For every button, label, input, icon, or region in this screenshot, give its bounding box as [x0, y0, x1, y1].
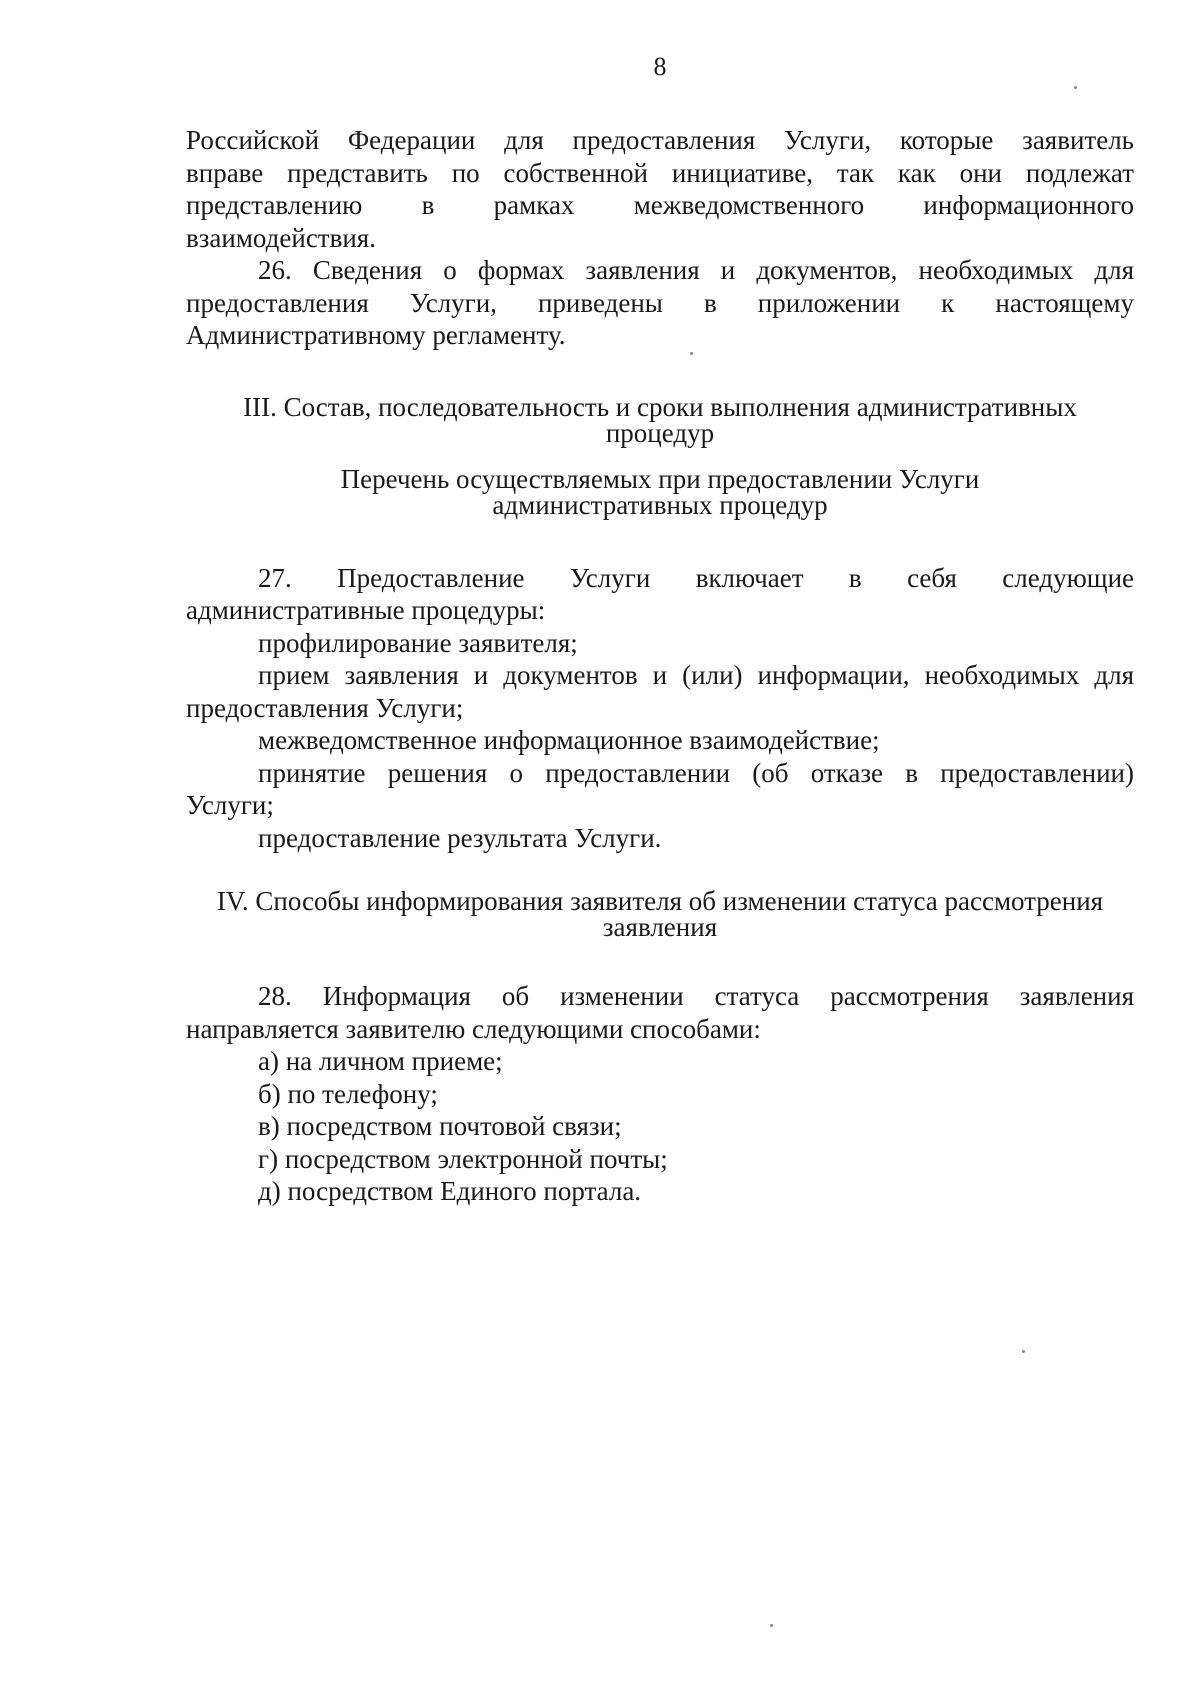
heading-line: Перечень осуществляемых при предоставлении Услуги [340, 463, 980, 494]
list-item: в) посредством почтовой связи; [258, 1111, 622, 1141]
list-item: прием заявления и документов и (или) информации, необходимых для [258, 660, 1134, 690]
text-line: 27. Предоставление Услуги включает в себя следующие [258, 562, 1134, 593]
section-3-heading [186, 391, 1134, 448]
list-item-continuation: предоставления Услуги; [186, 692, 464, 723]
heading-line: административных процедур [492, 489, 828, 520]
text-line: административные процедуры: [186, 595, 546, 625]
text-line: Административному регламенту. [186, 320, 566, 350]
paragraph-26 [186, 254, 1134, 352]
section-4-heading [186, 888, 1134, 940]
list-item: д) посредством Единого портала. [258, 1176, 642, 1206]
scan-speck [770, 1624, 773, 1627]
heading-line: III. Состав, последовательность и сроки выполнения административных [243, 391, 1077, 422]
list-item: принятие решения о предоставлении (об отказе в предоставлении) [258, 757, 1134, 788]
list-item: предоставление результата Услуги. [258, 822, 662, 853]
paragraph-28 [186, 980, 1134, 1208]
document-body [186, 124, 1134, 1208]
list-item: межведомственное информационное взаимодействие; [258, 725, 880, 755]
text-line: 26. Сведения о формах заявления и документов, необходимых для [258, 255, 1134, 285]
page-number: 8 [653, 52, 667, 81]
text-line: направляется заявителю следующими способами: [186, 1013, 761, 1044]
list-item: б) по телефону; [258, 1078, 438, 1109]
text-line: представлению в рамках межведомственного информационного [186, 190, 1134, 220]
scan-speck [690, 352, 693, 355]
text-line: взаимодействия. [186, 222, 376, 253]
scan-speck [1022, 1350, 1025, 1353]
paragraph-27 [186, 562, 1134, 855]
heading-line: процедур [605, 417, 715, 448]
section-3-subheading [186, 463, 1134, 520]
list-item: профилирование заявителя; [258, 627, 578, 658]
text-line: предоставления Услуги, приведены в приложении к настоящему [186, 287, 1134, 318]
paragraph-continuation [186, 124, 1134, 254]
list-item-continuation: Услуги; [186, 790, 274, 820]
heading-line: IV. Способы информирования заявителя об изменении статуса рассмотрения [216, 886, 1104, 916]
scan-speck [1074, 86, 1077, 89]
text-line: вправе представить по собственной инициативе, так как они подлежат [186, 157, 1134, 188]
text-line: Российской Федерации для предоставления Услуги, которые заявитель [186, 125, 1134, 155]
list-item: г) посредством электронной почты; [258, 1143, 668, 1174]
list-item: а) на личном приеме; [258, 1046, 503, 1076]
text-line: 28. Информация об изменении статуса рассмотрения заявления [258, 981, 1134, 1011]
heading-line: заявления [602, 912, 718, 942]
